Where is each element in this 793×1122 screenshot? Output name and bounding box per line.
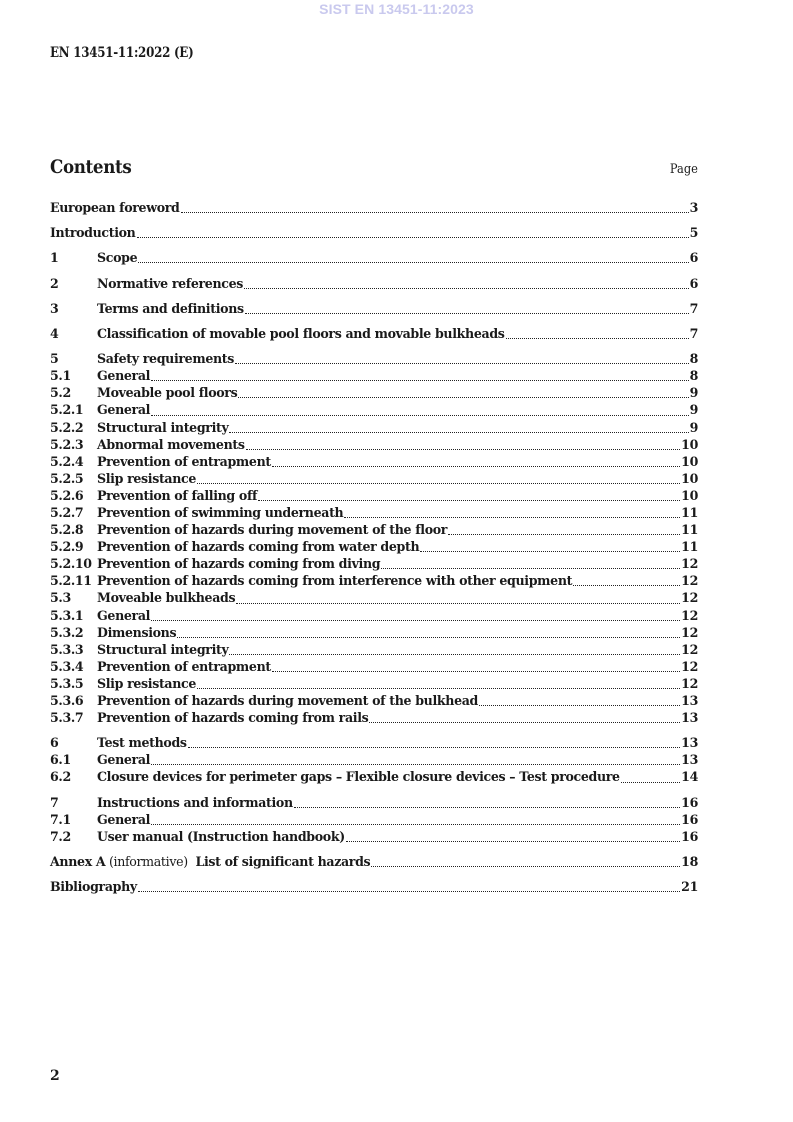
toc-entry-page: 9 bbox=[689, 402, 698, 418]
watermark: SIST EN 13451-11:2023 bbox=[319, 1, 474, 17]
toc-entry-title: Classification of movable pool floors and movable bulkheads bbox=[97, 325, 505, 341]
toc-entry[interactable] bbox=[50, 693, 698, 710]
dot-leader bbox=[138, 891, 680, 892]
toc-entry-number: 5.2.10 bbox=[50, 556, 92, 572]
toc-entry[interactable] bbox=[50, 752, 698, 769]
page-column-label: Page bbox=[669, 162, 698, 177]
toc-entry[interactable] bbox=[50, 454, 698, 471]
dot-leader bbox=[621, 782, 680, 783]
dot-leader bbox=[258, 500, 680, 501]
toc-entry[interactable] bbox=[50, 710, 698, 727]
dot-leader bbox=[181, 212, 689, 213]
toc-entry[interactable] bbox=[50, 659, 698, 676]
toc-entry-title: Prevention of falling off bbox=[97, 487, 258, 503]
toc-entry[interactable] bbox=[50, 351, 698, 368]
toc-entry-number: 5.2.11 bbox=[50, 573, 92, 589]
toc-entry-page: 16 bbox=[681, 811, 698, 827]
toc-entry-page: 6 bbox=[689, 275, 698, 291]
toc-entry-title: Prevention of entrapment bbox=[97, 658, 271, 674]
dot-leader bbox=[344, 517, 680, 518]
toc-entry[interactable] bbox=[50, 608, 698, 625]
toc-entry-page: 10 bbox=[681, 487, 698, 503]
toc-entry-title: General bbox=[97, 402, 151, 418]
dot-leader bbox=[369, 722, 680, 723]
toc-entry[interactable] bbox=[50, 879, 698, 896]
toc-entry-number: 7.1 bbox=[50, 811, 71, 827]
toc-entry-number: 5.2.3 bbox=[50, 436, 84, 452]
toc-entry-page: 21 bbox=[681, 879, 698, 895]
toc-entry-number: 5.2.5 bbox=[50, 470, 84, 486]
dot-leader bbox=[448, 534, 680, 535]
toc-entry[interactable] bbox=[50, 225, 698, 242]
toc-entry-title: Introduction bbox=[50, 225, 136, 241]
toc-entry-title: Structural integrity bbox=[97, 419, 229, 435]
toc-entry-number: 7.2 bbox=[50, 828, 71, 844]
toc-entry[interactable] bbox=[50, 276, 698, 293]
toc-entry-page: 11 bbox=[681, 522, 698, 538]
toc-entry-title: Dimensions bbox=[97, 624, 177, 640]
toc-entry-title: Scope bbox=[97, 250, 138, 266]
dot-leader bbox=[197, 688, 680, 689]
toc-entry-title: Moveable bulkheads bbox=[97, 590, 236, 606]
toc-entry-number: 6 bbox=[50, 735, 59, 751]
toc-entry-title: Closure devices for perimeter gaps – Flexible closure devices – Test procedure bbox=[97, 769, 620, 785]
annex-title: List of significant hazards bbox=[191, 854, 371, 870]
toc-entry-title: Bibliography bbox=[50, 879, 137, 895]
dot-leader bbox=[245, 313, 689, 314]
toc-entry-number: 5.2.4 bbox=[50, 453, 84, 469]
toc-entry-title: Prevention of hazards during movement of the floor bbox=[97, 522, 448, 538]
dot-leader bbox=[371, 866, 680, 867]
toc-entry[interactable] bbox=[50, 625, 698, 642]
toc-entry[interactable] bbox=[50, 200, 698, 217]
annex-type: (informative) bbox=[105, 854, 192, 870]
toc-entry-page: 12 bbox=[681, 556, 698, 572]
dot-leader bbox=[236, 603, 680, 604]
dot-leader bbox=[346, 841, 680, 842]
toc-entry[interactable] bbox=[50, 326, 698, 343]
toc-entry-page: 10 bbox=[681, 436, 698, 452]
toc-entry-number: 6.1 bbox=[50, 752, 71, 768]
toc-entry-number: 2 bbox=[50, 275, 59, 291]
toc-entry[interactable] bbox=[50, 573, 698, 590]
toc-entry-page: 7 bbox=[689, 325, 698, 341]
toc-entry[interactable] bbox=[50, 420, 698, 437]
toc-entry[interactable] bbox=[50, 522, 698, 539]
toc-entry[interactable] bbox=[50, 385, 698, 402]
dot-leader bbox=[420, 551, 680, 552]
dot-leader bbox=[151, 380, 689, 381]
toc-entry-title: Instructions and information bbox=[97, 794, 293, 810]
toc-entry[interactable] bbox=[50, 505, 698, 522]
toc-entry-number: 5.2.1 bbox=[50, 402, 84, 418]
toc-entry-number: 5.3.1 bbox=[50, 607, 84, 623]
toc-entry[interactable] bbox=[50, 539, 698, 556]
toc-entry-page: 12 bbox=[681, 590, 698, 606]
toc-entry-title: General bbox=[97, 607, 151, 623]
toc-entry-number: 5.2.7 bbox=[50, 504, 84, 520]
toc-entry[interactable] bbox=[50, 795, 698, 812]
toc-entry-title: Prevention of hazards during movement of the bulkhead bbox=[97, 693, 479, 708]
toc-entry-number: 5.3.7 bbox=[50, 710, 84, 726]
dot-leader bbox=[244, 288, 689, 289]
toc-entry-title: Slip resistance bbox=[97, 470, 197, 486]
toc-entry-number: 5.2 bbox=[50, 385, 71, 401]
toc-entry-number: 5.3.6 bbox=[50, 693, 84, 708]
toc-entry-title bbox=[50, 854, 370, 869]
toc-entry-title: Abnormal movements bbox=[97, 436, 245, 452]
toc-entry-page: 14 bbox=[681, 769, 698, 785]
toc-entry-title: Test methods bbox=[97, 735, 187, 751]
toc-entry-page: 12 bbox=[681, 573, 698, 589]
dot-leader bbox=[137, 237, 689, 238]
toc-entry-title: Prevention of hazards coming from interference with other equipment bbox=[97, 573, 573, 589]
toc-entry-number: 6.2 bbox=[50, 769, 71, 785]
toc-entry-page: 16 bbox=[681, 828, 698, 844]
dot-leader bbox=[479, 705, 680, 706]
toc-entry-page: 13 bbox=[681, 735, 698, 751]
toc-entry-number: 5.3.2 bbox=[50, 624, 84, 640]
toc-entry-page: 13 bbox=[681, 710, 698, 726]
toc-entry[interactable] bbox=[50, 301, 698, 318]
toc-entry-page: 10 bbox=[681, 453, 698, 469]
dot-leader bbox=[151, 764, 680, 765]
toc-entry-title: Slip resistance bbox=[97, 675, 197, 691]
toc-entry-page: 12 bbox=[681, 658, 698, 674]
toc-entry-page: 12 bbox=[681, 607, 698, 623]
toc-entry-page: 12 bbox=[681, 641, 698, 657]
dot-leader bbox=[381, 568, 680, 569]
toc-entry-title: General bbox=[97, 811, 151, 827]
toc-entry-page: 11 bbox=[681, 504, 698, 520]
toc-entry-title: Safety requirements bbox=[97, 351, 234, 367]
annex-label: Annex A bbox=[50, 854, 106, 870]
toc-entry-number: 5.3.5 bbox=[50, 675, 84, 691]
toc-entry[interactable] bbox=[50, 437, 698, 454]
toc-entry-page: 16 bbox=[681, 794, 698, 810]
toc-entry-title: Prevention of swimming underneath bbox=[97, 504, 344, 520]
toc-entry-number: 5.2.6 bbox=[50, 487, 84, 503]
dot-leader bbox=[138, 262, 688, 263]
toc-entry-number: 1 bbox=[50, 250, 59, 266]
toc-entry-title: Prevention of hazards coming from water depth bbox=[97, 539, 420, 555]
toc-entry[interactable] bbox=[50, 676, 698, 693]
document-id: EN 13451-11:2022 (E) bbox=[50, 45, 194, 61]
toc-entry-number: 5.2.2 bbox=[50, 419, 84, 435]
toc-entry-title: European foreword bbox=[50, 200, 180, 215]
dot-leader bbox=[197, 483, 680, 484]
toc-entry-number: 5.3.4 bbox=[50, 658, 84, 674]
dot-leader bbox=[177, 637, 680, 638]
toc-entry-number: 7 bbox=[50, 794, 59, 810]
toc-entry[interactable] bbox=[50, 829, 698, 846]
toc-entry-title: Prevention of entrapment bbox=[97, 453, 271, 469]
dot-leader bbox=[246, 449, 681, 450]
toc-entry[interactable] bbox=[50, 812, 698, 829]
toc-entry-title: Normative references bbox=[97, 275, 244, 291]
toc-entry-page: 9 bbox=[689, 419, 698, 435]
toc-entry-title: General bbox=[97, 368, 151, 384]
dot-leader bbox=[229, 432, 688, 433]
dot-leader bbox=[229, 654, 680, 655]
toc-entry-number: 5.2.9 bbox=[50, 539, 84, 555]
toc-entry-page: 8 bbox=[689, 368, 698, 384]
toc-entry[interactable] bbox=[50, 642, 698, 659]
toc-entry-page: 13 bbox=[681, 752, 698, 768]
toc-entry-page: 5 bbox=[689, 225, 698, 241]
toc-entry-number: 5.2.8 bbox=[50, 522, 84, 538]
dot-leader bbox=[506, 338, 689, 339]
toc-entry-page: 9 bbox=[689, 385, 698, 401]
toc-entry[interactable] bbox=[50, 402, 698, 419]
toc-entry-page: 6 bbox=[689, 250, 698, 266]
toc-entry[interactable] bbox=[50, 250, 698, 267]
toc-entry-title: User manual (Instruction handbook) bbox=[97, 828, 345, 844]
table-of-contents bbox=[50, 200, 698, 896]
dot-leader bbox=[294, 807, 680, 808]
toc-entry-page: 12 bbox=[681, 675, 698, 691]
toc-entry[interactable] bbox=[50, 556, 698, 573]
toc-entry-page: 13 bbox=[681, 693, 698, 708]
toc-entry-number: 5.3.3 bbox=[50, 641, 84, 657]
dot-leader bbox=[238, 397, 688, 398]
dot-leader bbox=[272, 671, 680, 672]
toc-entry-title: General bbox=[97, 752, 151, 768]
toc-entry-number: 3 bbox=[50, 300, 59, 316]
toc-entry-title: Prevention of hazards coming from rails bbox=[97, 710, 369, 726]
toc-entry-title: Terms and definitions bbox=[97, 300, 244, 316]
toc-entry-title: Prevention of hazards coming from diving bbox=[97, 556, 381, 572]
toc-entry-number: 5.3 bbox=[50, 590, 71, 606]
toc-entry-page: 8 bbox=[689, 351, 698, 367]
dot-leader bbox=[188, 747, 681, 748]
toc-entry-title: Structural integrity bbox=[97, 641, 229, 657]
toc-entry-page: 12 bbox=[681, 624, 698, 640]
page-number: 2 bbox=[50, 1068, 60, 1084]
toc-entry[interactable] bbox=[50, 488, 698, 505]
toc-entry[interactable] bbox=[50, 735, 698, 752]
toc-entry[interactable] bbox=[50, 590, 698, 607]
toc-entry-page: 3 bbox=[689, 200, 698, 215]
toc-entry[interactable] bbox=[50, 769, 698, 786]
dot-leader bbox=[235, 363, 689, 364]
toc-entry-number: 4 bbox=[50, 325, 59, 341]
toc-entry-page: 18 bbox=[681, 854, 698, 870]
toc-entry-page: 11 bbox=[681, 539, 698, 555]
toc-entry-number: 5 bbox=[50, 351, 59, 367]
dot-leader bbox=[573, 585, 680, 586]
toc-entry[interactable] bbox=[50, 471, 698, 488]
toc-entry-page: 10 bbox=[681, 470, 698, 486]
toc-entry-title: Moveable pool floors bbox=[97, 385, 238, 401]
toc-entry[interactable] bbox=[50, 368, 698, 385]
toc-entry-page: 7 bbox=[689, 300, 698, 316]
dot-leader bbox=[151, 824, 680, 825]
dot-leader bbox=[151, 415, 689, 416]
dot-leader bbox=[151, 620, 680, 621]
contents-heading: Contents bbox=[50, 156, 132, 178]
toc-entry[interactable] bbox=[50, 854, 698, 871]
toc-entry-number: 5.1 bbox=[50, 368, 71, 384]
dot-leader bbox=[272, 466, 680, 467]
